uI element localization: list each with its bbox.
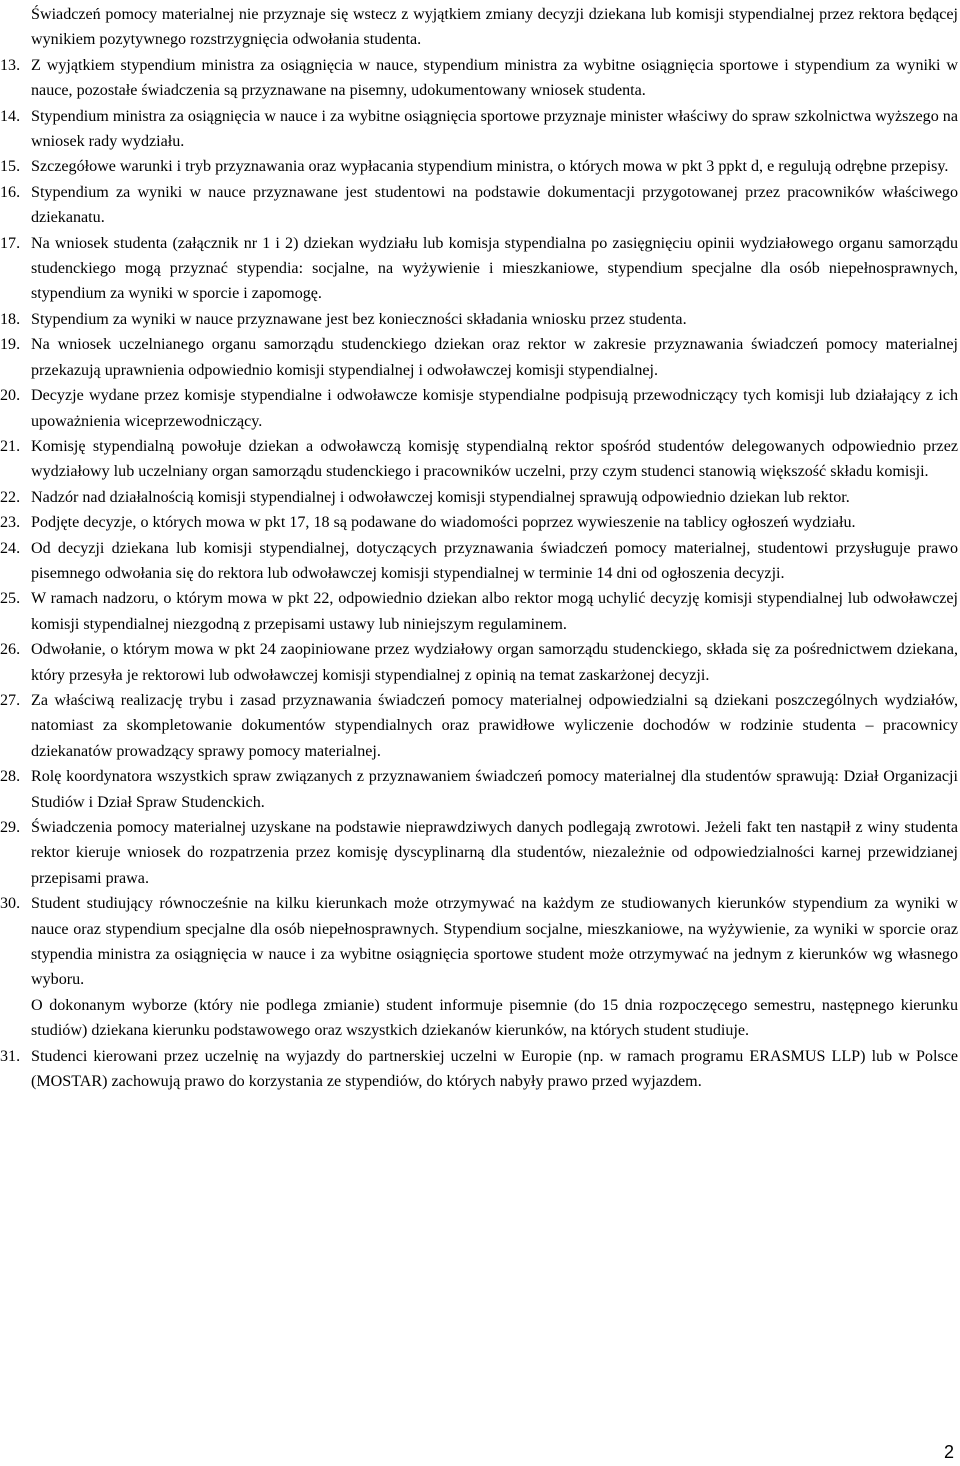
item-body: [31, 332, 958, 383]
item-text: Za właściwą realizację trybu i zasad przyznawania świadczeń pomocy materialnej odpowiedzialni są dziekani poszczególnych wydziałów, natomiast za skompletowanie dokumentów stypendialnych oraz prawidłowe wyliczenie dochodów w rodzinie studenta – pracownicy dziekanatów prowadzący sprawy pomocy materialnej.: [31, 691, 958, 760]
item-body: [31, 586, 958, 637]
item-body: [31, 307, 958, 332]
item-text: Stypendium za wyniki w nauce przyznawane jest bez konieczności składania wniosku przez studenta.: [31, 310, 687, 328]
list-item: [0, 383, 958, 434]
list-item: [0, 536, 958, 587]
item-number: 14.: [0, 107, 21, 125]
item-number: 30.: [0, 895, 21, 913]
item-body: [31, 637, 958, 688]
item-text: Studenci kierowani przez uczelnię na wyjazdy do partnerskiej uczelni w Europie (np. w ramach programu ERASMUS LLP) lub w Polsce (MOSTAR) zachowują prawo do korzystania ze stypendiów, do których nabyły prawo przed wyjazdem.: [31, 1047, 958, 1091]
item-text: Nadzór nad działalnością komisji stypendialnej i odwoławczej komisji stypendialnej sprawują odpowiednio dziekan lub rektor.: [31, 488, 850, 506]
item-text: Student studiujący równocześnie na kilku kierunkach może otrzymywać na każdym ze studiowanych kierunków stypendium za wyniki w nauce oraz stypendium specjalne dla osób niepełnosprawnych. Stypendium socjalne, mieszkaniowe, na wyżywienie, za wyniki w sporcie oraz stypendia ministra za osiągnięcia w nauce i za wybitne osiągnięcia sportowe student może otrzymywać na jednym z kierunków wg własnego wyboru.: [31, 895, 958, 989]
list-item: [0, 815, 958, 891]
item-number: 25.: [0, 590, 21, 608]
item-number: 23.: [0, 514, 21, 532]
item-body: [31, 536, 958, 587]
item-text: Stypendium ministra za osiągnięcia w nauce i za wybitne osiągnięcia sportowe przyznaje minister właściwy do spraw szkolnictwa wyższego na wniosek rady wydziału.: [31, 107, 958, 151]
item-body: [31, 434, 958, 485]
item-text: W ramach nadzoru, o którym mowa w pkt 22, odpowiednio dziekan albo rektor mogą uchylić decyzję komisji stypendialnej lub odwoławczej komisji stypendialnej niezgodną z przepisami ustawy lub niniejszym regulaminem.: [31, 590, 958, 633]
item-body: [31, 231, 958, 307]
item-body: [31, 383, 958, 434]
item-text: Na wniosek uczelnianego organu samorządu studenckiego dziekan oraz rektor w zakresie przyznawania świadczeń pomocy materialnej przekazują uprawnienia odpowiednio komisji stypendialnej i odwoławczej komisji stypendialnej.: [31, 336, 958, 379]
list-item: [0, 510, 958, 535]
item-body: [31, 104, 958, 155]
list-item: [0, 891, 958, 1043]
item-number: 20.: [0, 387, 21, 405]
item-text: Na wniosek studenta (załącznik nr 1 i 2) dziekan wydziału lub komisja stypendialna po zasięgnięciu opinii wydziałowego organu samorządu studenckiego mogą przyznać stypendia: socjalne, na wyżywienie i mieszkaniowe, stypendium specjalne dla osób niepełnosprawnych, stypendium za wyniki w sporcie i zapomogę.: [31, 234, 958, 303]
item-number: 27.: [0, 691, 21, 709]
list-item: [0, 1044, 958, 1095]
item-text: Rolę koordynatora wszystkich spraw związanych z przyznawaniem świadczeń pomocy materialnej dla studentów sprawują: Dział Organizacji Studiów i Dział Spraw Studenckich.: [31, 768, 958, 811]
item-number: 17.: [0, 234, 21, 252]
list-item: [0, 104, 958, 155]
item-body: [31, 180, 958, 231]
list-item: [0, 637, 958, 688]
item-text: Szczegółowe warunki i tryb przyznawania oraz wypłacania stypendium ministra, o których mowa w pkt 3 ppkt d, e regulują odrębne przepisy.: [31, 158, 949, 176]
list-item: [0, 764, 958, 815]
item-number: 28.: [0, 768, 21, 786]
continued-paragraph: Świadczeń pomocy materialnej nie przyznaje się wstecz z wyjątkiem zmiany decyzji dziekana lub komisji stypendialnej przez rektora będącej wynikiem pozytywnego rozstrzygnięcia odwołania studenta.: [31, 6, 958, 49]
item-number: 29.: [0, 819, 21, 836]
page-number: 2: [943, 1442, 954, 1462]
item-body: [31, 1044, 958, 1095]
list-item: [0, 231, 958, 307]
item-number: 15.: [0, 158, 21, 176]
numbered-list: [0, 53, 958, 1095]
item-number: 22.: [0, 488, 21, 506]
item-number: 18.: [0, 310, 21, 328]
item-body: [31, 815, 958, 891]
item-number: 13.: [0, 56, 21, 74]
list-item: [0, 307, 958, 332]
list-item: [0, 434, 958, 485]
item-text: Podjęte decyzje, o których mowa w pkt 17, 18 są podawane do wiadomości poprzez wywieszenie na tablicy ogłoszeń wydziału.: [31, 514, 856, 532]
item-number: 31.: [0, 1047, 21, 1065]
document-body: [0, 2, 958, 1094]
item-body: [31, 764, 958, 815]
item-body: [31, 53, 958, 104]
item-number: 21.: [0, 437, 21, 455]
item-body: [31, 688, 958, 764]
item-text: Odwołanie, o którym mowa w pkt 24 zaopiniowane przez wydziałowy organ samorządu studenckiego, składa się za pośrednictwem dziekana, który przesyła je rektorowi lub odwoławczej komisji stypendialnej z opinią na temat zaskarżonej decyzji.: [31, 641, 958, 684]
list-item: [0, 485, 958, 510]
list-item: [0, 586, 958, 637]
item-number: 26.: [0, 641, 21, 659]
item-text: Świadczenia pomocy materialnej uzyskane na podstawie nieprawdziwych danych podlegają zwrotowi. Jeżeli fakt ten nastąpił z winy studenta rektor kieruje wniosek do rozpatrzenia przez komisję dyscyplinarną dla studentów, niezależnie od odpowiedzialności karnej przewidzianej przepisami prawa.: [31, 819, 958, 887]
item-text: Stypendium za wyniki w nauce przyznawane jest studentowi na podstawie dokumentacji przygotowanej przez pracowników właściwego dziekanatu.: [31, 183, 958, 227]
item-body: [31, 154, 958, 179]
item-text: Z wyjątkiem stypendium ministra za osiągnięcia w nauce, stypendium ministra za wybitne osiągnięcia sportowe i stypendium za wyniki w nauce, pozostałe świadczenia są przyznawane na pisemny, udokumentowany wniosek studenta.: [31, 56, 958, 100]
item-body: [31, 891, 958, 1043]
list-item: [0, 332, 958, 383]
item-extra-paragraph: O dokonanym wyborze (który nie podlega zmianie) student informuje pisemnie (do 15 dnia rozpoczęcego semestru, następnego kierunku studiów) dziekana kierunku podstawowego oraz wszystkich dziekanów kierunków, na których student studiuje.: [31, 996, 958, 1040]
item-text: Od decyzji dziekana lub komisji stypendialnej, dotyczących przyznawania świadczeń pomocy materialnej, studentowi przysługuje prawo pisemnego odwołania się do rektora lub odwoławczej komisji stypendialnej w terminie 14 dni od ogłoszenia decyzji.: [31, 539, 958, 582]
list-item: [0, 688, 958, 764]
item-body: [31, 485, 958, 510]
item-text: Decyzje wydane przez komisje stypendialne i odwoławcze komisje stypendialne podpisują przewodniczący tych komisji lub działający z ich upoważnienia wiceprzewodniczący.: [31, 387, 958, 430]
item-number: 24.: [0, 539, 21, 557]
list-item: [0, 53, 958, 104]
item-number: 19.: [0, 336, 21, 354]
list-item: [0, 180, 958, 231]
list-item: [0, 154, 958, 179]
item-number: 16.: [0, 183, 21, 201]
item-body: [31, 510, 958, 535]
item-text: Komisję stypendialną powołuje dziekan a odwoławczą komisję stypendialną rektor spośród studentów delegowanych odpowiednio przez wydziałowy lub uczelniany organ samorządu studenckiego i pracowników uczelni, przy czym studenci stanowią większość składu komisji.: [31, 437, 958, 481]
